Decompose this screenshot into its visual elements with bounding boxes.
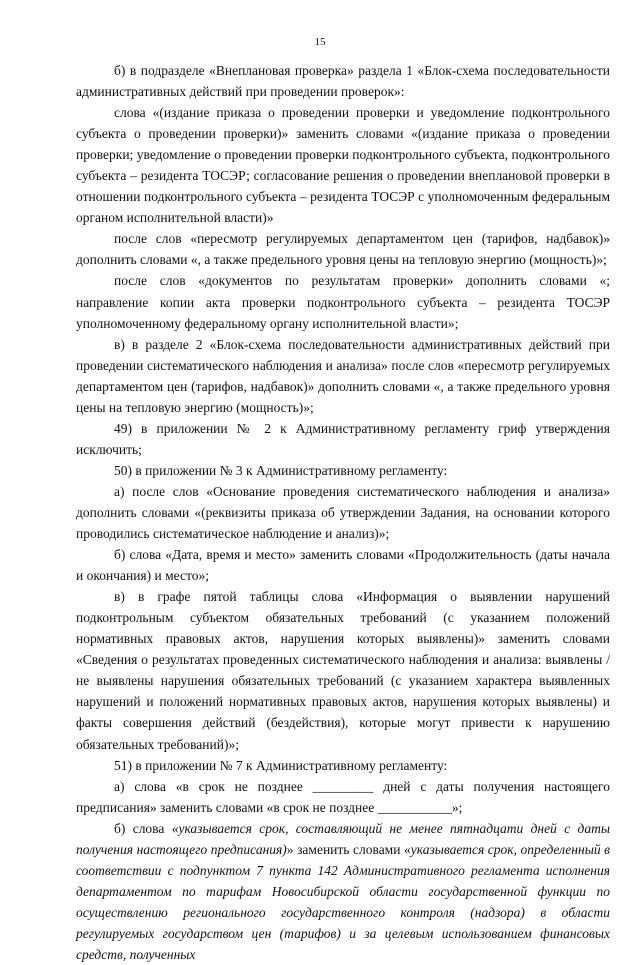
paragraph-b-subsection (76, 60, 610, 102)
paragraph-item-51 (76, 755, 610, 776)
paragraph-text: слова «(издание приказа о проведении проверки и уведомление подконтрольного субъекта о проведении проверки)» заменить словами «(издание приказа о проведении проверки; уведомление о проведении проверки подконтрольного субъекта, подконтрольного субъекта – резидента ТОСЭР; согласование решения о проведении внеплановой проверки в отношении подконтрольного субъекта – резидента ТОСЭР с уполномоченным федеральным органом исполнительной власти)» (76, 105, 610, 226)
paragraph-text: а) после слов «Основание проведения систематического наблюдения и анализа» дополнить словами «(реквизиты приказа об утверждении Задания, на основании которого проводились систематическое наблюдение и анализ)»; (76, 483, 610, 542)
paragraph-text: после слов «пересмотр регулируемых департаментом цен (тарифов, надбавок)» дополнить словами «, а также предельного уровня цены на тепловую энергию (мощность)»; (76, 231, 610, 268)
paragraph-text: б) слова « (114, 820, 179, 836)
paragraph-italic-text: указывается срок, составляющий не менее пятнадцати дней с даты получения настоящего предписания) (76, 820, 610, 857)
paragraph-text: после слов «документов по результатам проверки» дополнить словами «; направление копии акта проверки подконтрольного субъекта – резидента ТОСЭР уполномоченному федеральному органу исполнительной власти»; (76, 273, 610, 331)
paragraph-text: а) слова «в срок не позднее _________ дней с даты получения настоящего предписания» заменить словами «в срок не позднее ___________»; (76, 778, 610, 815)
paragraph-text: 50) в приложении № 3 к Административному регламенту: (114, 462, 448, 478)
paragraph-item-49 (76, 418, 610, 460)
paragraph-text: б) в подразделе «Внеплановая проверка» раздела 1 «Блок-схема последовательности административных действий при проведении проверок»: (76, 63, 610, 100)
paragraph-italic-text: указывается срок, определенный в соответствии с подпунктом 7 пункта 142 Административного регламента исполнения департаментом по тарифам Новосибирской области государственной функции по осуществлению регионального государственного контроля (надзора) в области регулируемых государством цен (тарифов) и за целевым использованием финансовых средств, полученных (76, 841, 611, 962)
paragraph-after-documents (76, 270, 610, 333)
document-body (76, 60, 610, 965)
paragraph-text: 49) в приложении № 2 к Административному регламенту гриф утверждения исключить; (76, 420, 610, 457)
paragraph-item-51-b (76, 818, 610, 965)
paragraph-item-50-a (76, 481, 610, 544)
paragraph-item-50-v (76, 586, 610, 754)
paragraph-text: » заменить словами « (286, 841, 411, 857)
paragraph-v-section-2 (76, 334, 610, 418)
paragraph-item-51-a (76, 776, 610, 818)
paragraph-item-50-b (76, 544, 610, 586)
paragraph-after-revision (76, 228, 610, 270)
paragraph-text: в) в разделе 2 «Блок-схема последовательности административных действий при проведении систематического наблюдения и анализа» после слов «пересмотр регулируемых департаментом цен (тарифов, надбавок)» дополнить словами «, а также предельного уровня цены на тепловую энергию (мощность)»; (76, 336, 610, 415)
paragraph-text: 51) в приложении № 7 к Административному регламенту: (114, 757, 448, 773)
paragraph-text: б) слова «Дата, время и место» заменить словами «Продолжительность (даты начала и окончания) и место»; (76, 547, 610, 584)
paragraph-item-50 (76, 460, 610, 481)
page-number: 15 (314, 36, 326, 48)
paragraph-text: в) в графе пятой таблицы слова «Информация о выявлении нарушений подконтрольным субъектом обязательных требований (с указанием положений нормативных правовых актов, нарушения которых выявлены)» заменить словами «Сведения о результатах проведенных систематического наблюдения и анализа: выявлены / не выявлены нарушения обязательных требований (с указанием характера выявленных нарушений и положений нормативных правовых актов, нарушения которых выявлены) и факты совершения действий (бездействия), которые могут привести к нарушению обязательных требований)»; (76, 589, 610, 752)
paragraph-words-replace (76, 102, 610, 228)
